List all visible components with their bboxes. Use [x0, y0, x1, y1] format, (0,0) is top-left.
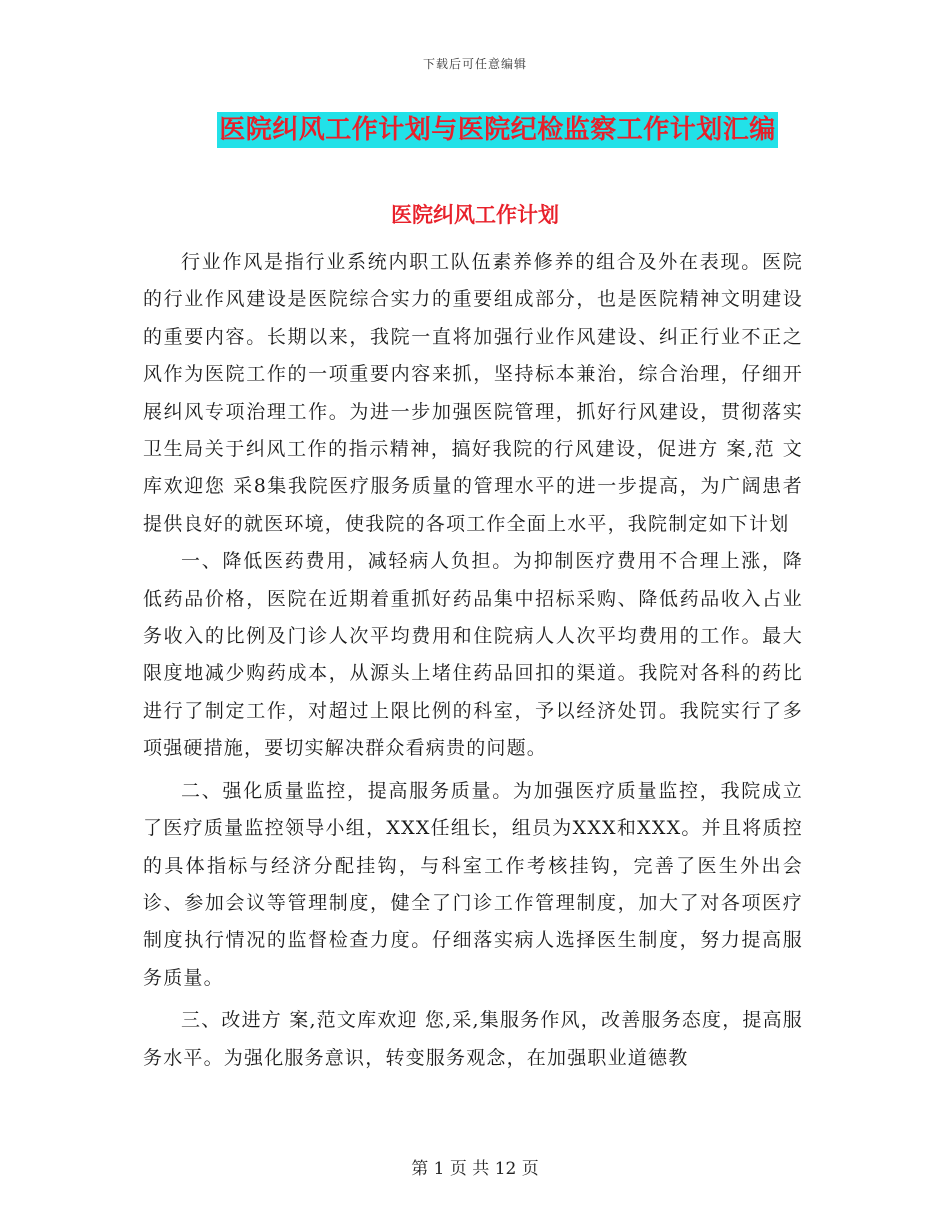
- section-title: 医院纠风工作计划: [391, 202, 559, 227]
- header-note: 下载后可任意编辑: [422, 57, 527, 71]
- main-title-container: [0, 112, 950, 148]
- paragraph-intro: 行业作风是指行业系统内职工队伍素养修养的组合及外在表现。医院的行业作风建设是医院综合实力的重要组成部分，也是医院精神文明建设的重要内容。长期以来，我院一直将加强行业作风建设、纠正行业不正之风作为医院工作的一项重要内容来抓，坚持标本兼治，综合治理，仔细开展纠风专项治理工作。为进一步加强医院管理，抓好行风建设，贯彻落实卫生局关于纠风工作的指示精神，搞好我院的行风建设，促进方 案,范 文库欢迎您 采8集我院医疗服务质量的管理水平的进一步提高，为广阔患者提供良好的就医环境，使我院的各项工作全面上水平，我院制定如下计划: [143, 251, 803, 535]
- paragraph-item-2: 二、强化质量监控，提高服务质量。为加强医疗质量监控，我院成立了医疗质量监控领导小组，XXX任组长，组员为XXX和XXX。并且将质控的具体指标与经济分配挂钩，与科室工作考核挂钩，完善了医生外出会诊、参加会议等管理制度，健全了门诊工作管理制度，加大了对各项医疗制度执行情况的监督检查力度。仔细落实病人选择医生制度，努力提高服务质量。: [143, 779, 803, 989]
- page-footer: 第 1 页 共 12 页: [411, 1159, 539, 1179]
- paragraph-item-3: 三、改进方 案,范文库欢迎 您,采,集服务作风，改善服务态度，提高服务水平。为强化服务意识，转变服务观念，在加强职业道德教: [143, 1009, 803, 1069]
- document-body: [143, 244, 803, 1077]
- document-title: 医院纠风工作计划与医院纪检监察工作计划汇编: [217, 112, 778, 148]
- paragraph-item-1: 一、降低医药费用，减轻病人负担。为抑制医疗费用不合理上涨，降低药品价格，医院在近期着重抓好药品集中招标采购、降低药品收入占业务收入的比例及门诊人次平均费用和住院病人人次平均费用的工作。最大限度地减少购药成本，从源头上堵住药品回扣的渠道。我院对各科的药比进行了制定工作，对超过上限比例的科室，予以经济处罚。我院实行了多项强硬措施，要切实解决群众看病贵的问题。: [143, 550, 803, 760]
